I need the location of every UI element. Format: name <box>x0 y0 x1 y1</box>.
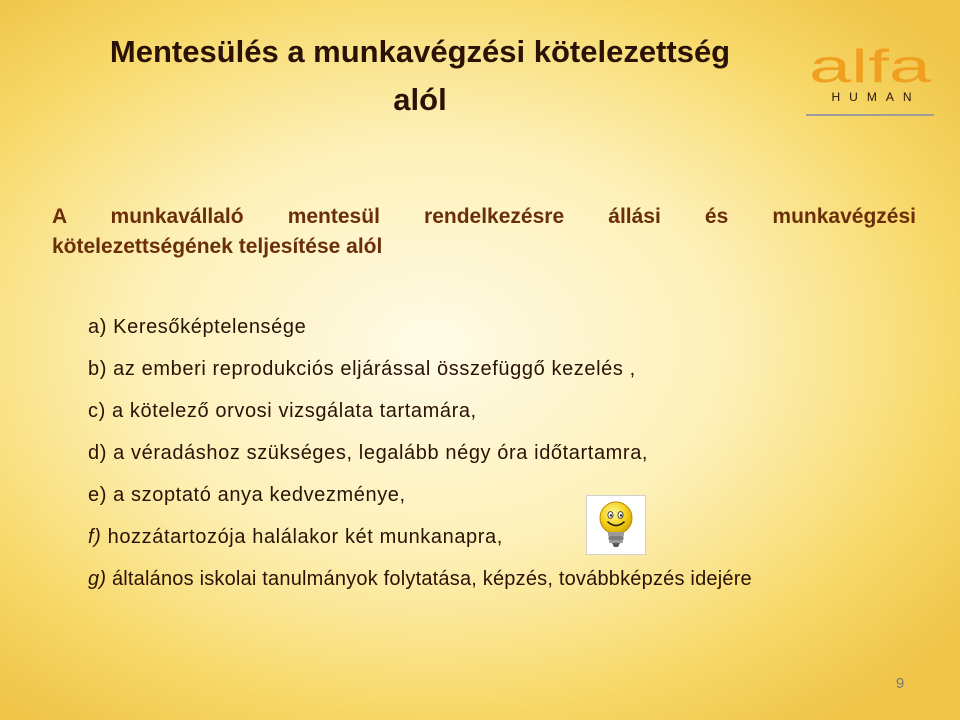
list-item-letter: a) <box>88 316 107 338</box>
list-item-text: a kötelező orvosi vizsgálata tartamára, <box>112 400 477 422</box>
slide-title-line-1: Mentesülés a munkavégzési kötelezettség <box>109 34 731 69</box>
list-item <box>88 348 918 390</box>
list-item <box>88 516 918 558</box>
list-item-letter: f) <box>88 526 102 548</box>
list-item-letter: d) <box>88 442 107 464</box>
list-item <box>88 390 918 432</box>
list-item-text: általános iskolai tanulmányok folytatása, képzés, továbbképzés idejére <box>111 568 752 590</box>
list-item-letter: g) <box>88 568 107 590</box>
page-number: 9 <box>895 675 905 692</box>
lightbulb-smiley-icon <box>586 495 646 555</box>
alfa-human-logo <box>806 42 934 116</box>
slide-title <box>70 28 770 124</box>
logo-subtitle: HUMAN <box>831 90 921 104</box>
intro-line-2: kötelezettségének teljesítése alól <box>52 235 383 258</box>
list-item <box>88 306 918 348</box>
intro-paragraph <box>52 202 916 262</box>
alfa-wordmark-icon <box>806 42 934 90</box>
intro-line-1: A munkavállaló mentesül rendelkezésre állási és munkavégzési <box>52 205 916 228</box>
list-item <box>88 432 918 474</box>
list-item-text: a szoptató anya kedvezménye, <box>113 484 406 506</box>
list-item <box>88 474 918 516</box>
list-item-letter: c) <box>88 400 106 422</box>
exemption-list <box>88 306 918 600</box>
logo-word: alfa <box>809 42 932 90</box>
list-item-text: hozzátartozója halálakor két munkanapra, <box>107 526 503 548</box>
slide-title-line-2: alól <box>393 82 447 117</box>
list-item-text: az emberi reprodukciós eljárással összefüggő kezelés , <box>113 358 636 380</box>
list-item-text: Keresőképtelensége <box>113 316 307 338</box>
list-item-letter: b) <box>88 358 107 380</box>
list-item <box>88 558 918 600</box>
list-item-text: a véradáshoz szükséges, legalább négy óra időtartamra, <box>113 442 649 464</box>
list-item-letter: e) <box>88 484 107 506</box>
